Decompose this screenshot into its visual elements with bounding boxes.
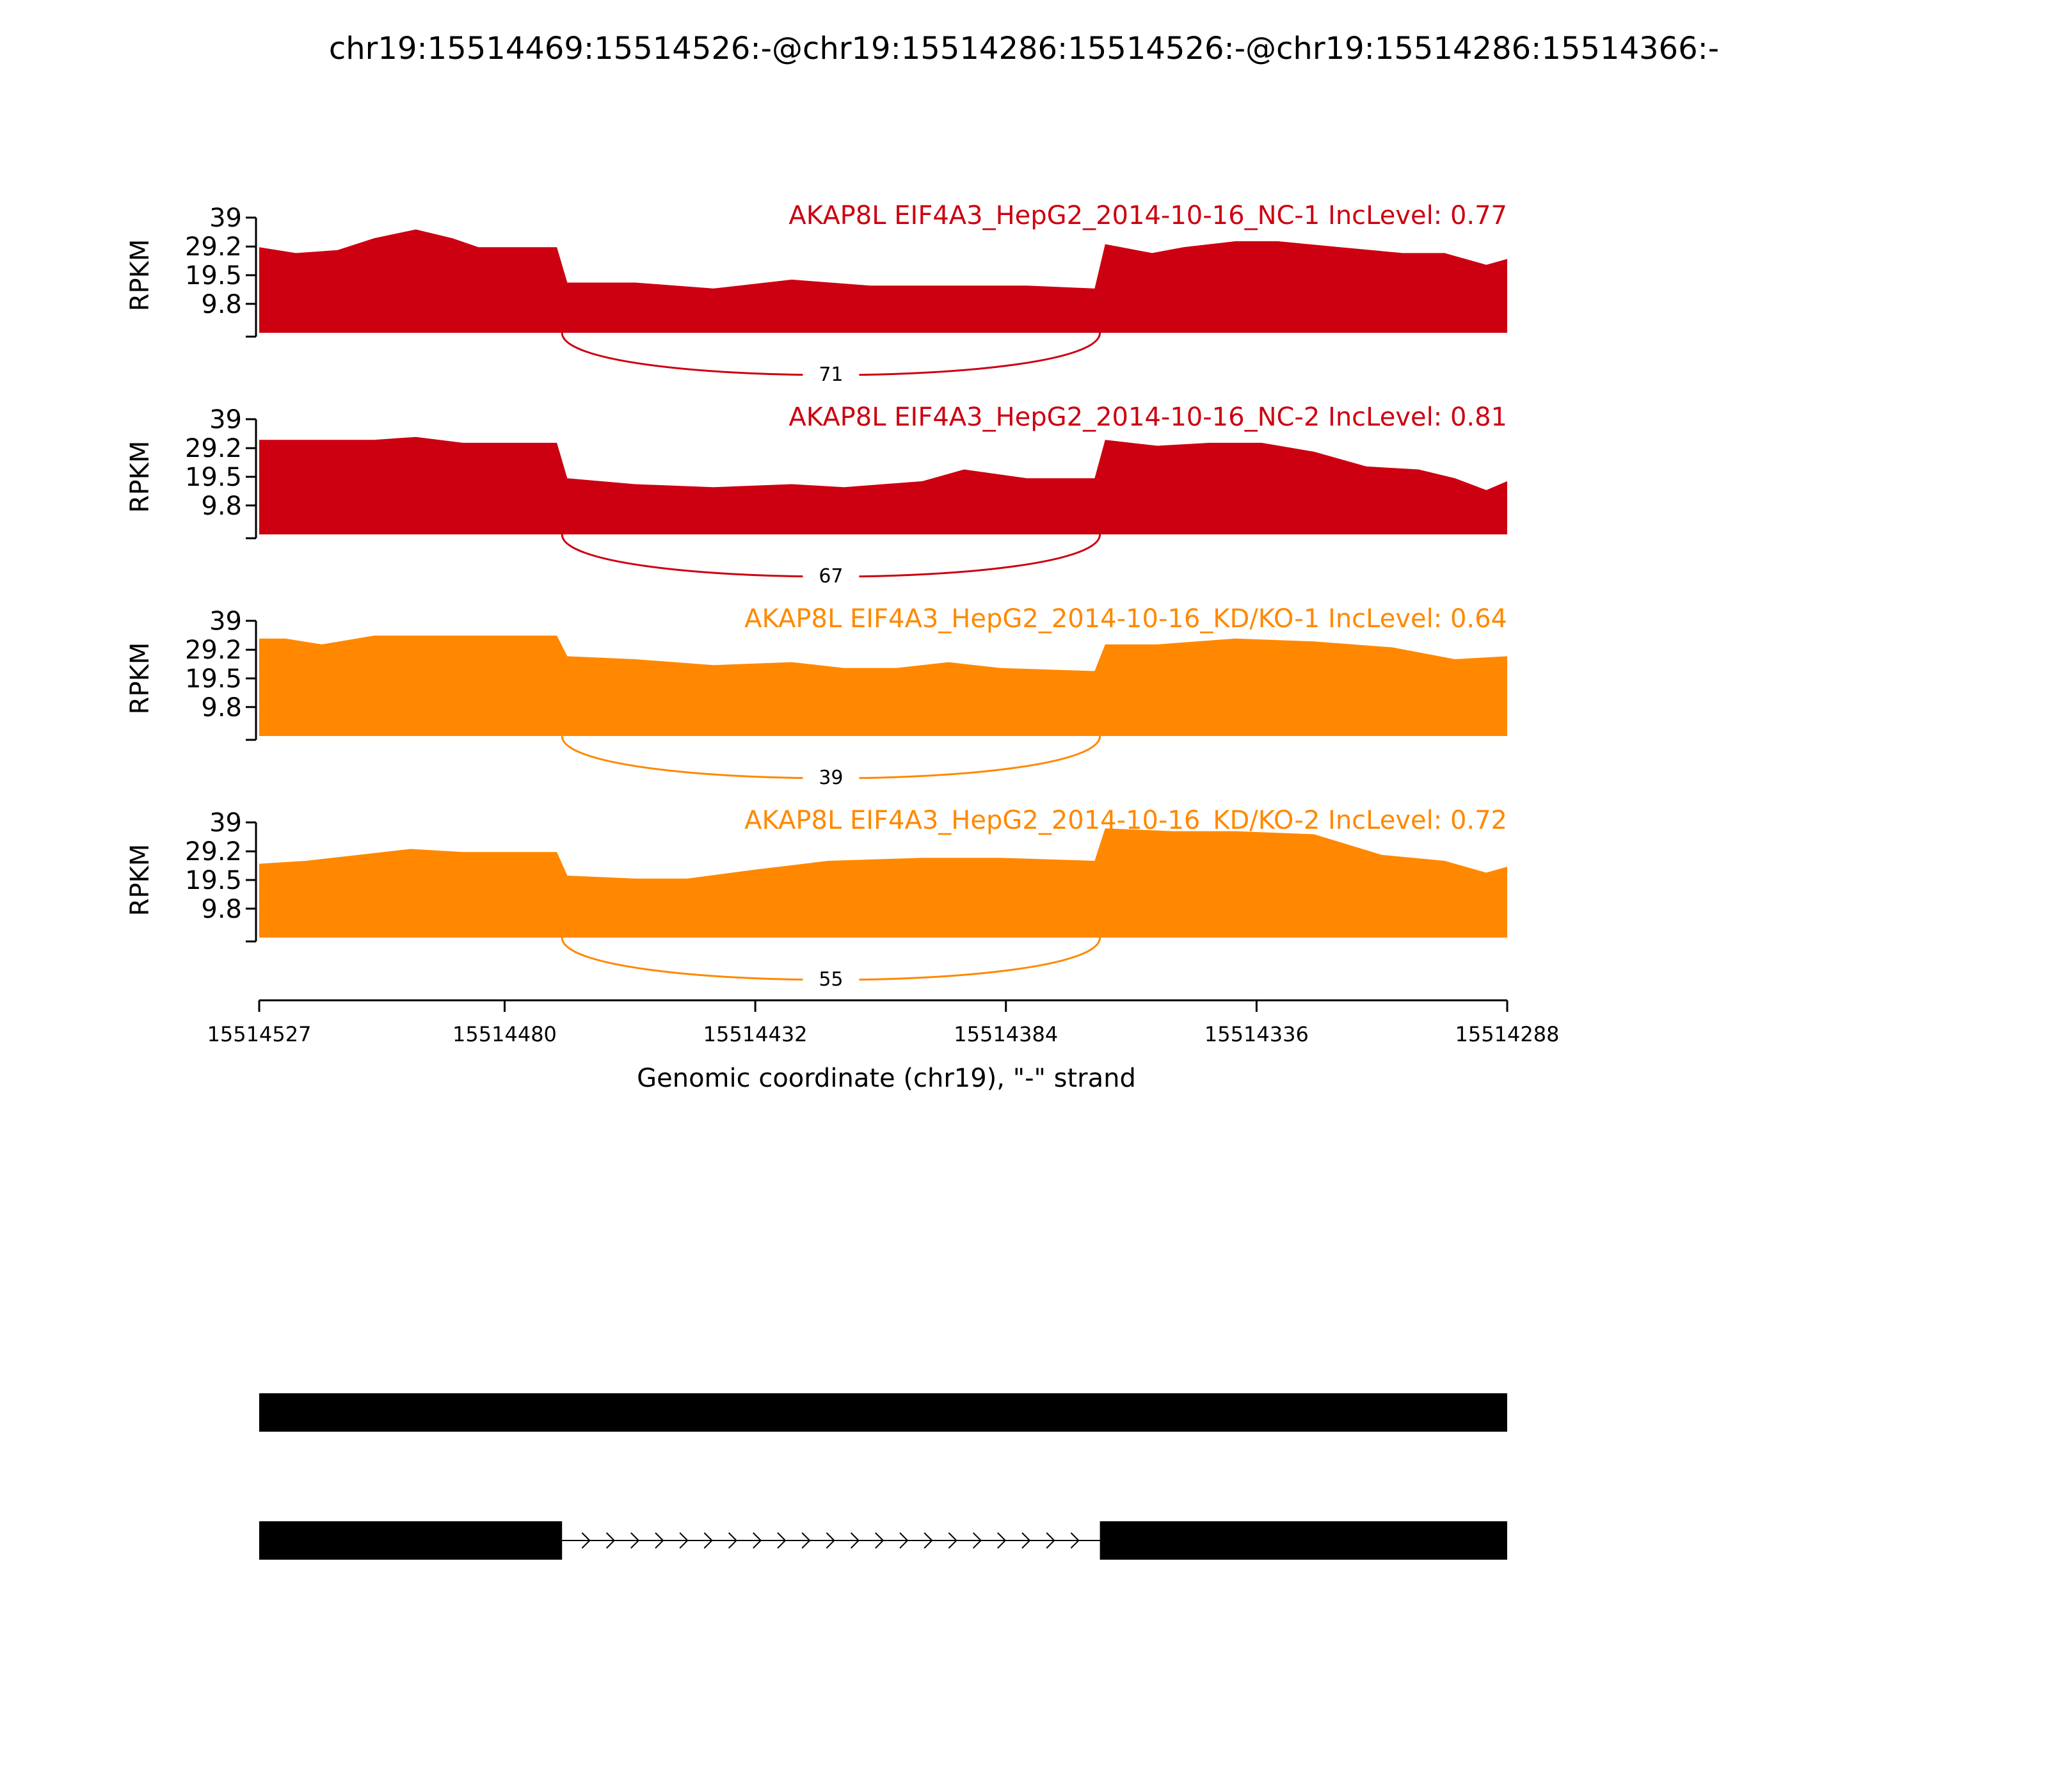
track-label: AKAP8L EIF4A3_HepG2_2014-10-16_NC-1 IncLevel: 0.77 (788, 201, 1507, 230)
y-tick-label: 29.2 (184, 636, 242, 666)
coverage-area-1 (259, 230, 1507, 333)
coverage-area-3 (259, 636, 1507, 736)
y-axis-label: RPKM (125, 440, 155, 513)
coverage-area-4 (259, 828, 1507, 938)
x-tick-label: 15514384 (954, 1022, 1059, 1046)
y-tick-label: 19.5 (184, 866, 242, 895)
x-tick-label: 15514432 (703, 1022, 808, 1046)
exon (259, 1393, 1507, 1432)
track-4 (125, 806, 1507, 991)
x-tick-label: 15514480 (452, 1022, 557, 1046)
coverage-tracks (125, 201, 1507, 991)
y-tick-label: 39 (209, 808, 242, 838)
y-tick-label: 9.8 (201, 692, 242, 723)
coverage-area-2 (259, 437, 1507, 534)
y-tick-label: 19.5 (184, 664, 242, 694)
y-tick-label: 29.2 (184, 232, 242, 262)
figure-title: chr19:15514469:15514526:-@chr19:15514286:15514526:-@chr19:15514286:15514366:- (328, 31, 1720, 67)
track-2 (125, 403, 1507, 588)
junction-count: 55 (819, 968, 844, 991)
junction-count: 71 (819, 364, 844, 386)
y-axis-label: RPKM (125, 642, 155, 715)
y-tick-label: 39 (209, 607, 242, 636)
junction-count: 67 (819, 565, 844, 588)
exon (259, 1521, 562, 1560)
track-3 (125, 604, 1507, 789)
track-label: AKAP8L EIF4A3_HepG2_2014-10-16_KD/KO-1 IncLevel: 0.64 (744, 604, 1507, 634)
y-tick-label: 29.2 (184, 837, 242, 867)
x-axis-label: Genomic coordinate (chr19), "-" strand (637, 1064, 1136, 1093)
gene-structure (259, 1393, 1507, 1560)
x-tick-label: 15514336 (1204, 1022, 1309, 1046)
x-tick-label: 15514288 (1455, 1022, 1560, 1046)
y-tick-label: 19.5 (184, 261, 242, 291)
transcript-2 (259, 1521, 1507, 1560)
y-tick-label: 9.8 (201, 289, 242, 319)
transcript-1 (259, 1393, 1507, 1432)
y-tick-label: 39 (209, 204, 242, 233)
exon (1100, 1521, 1507, 1560)
track-label: AKAP8L EIF4A3_HepG2_2014-10-16_NC-2 IncLevel: 0.81 (788, 403, 1507, 432)
x-axis (207, 1000, 1560, 1046)
track-1 (125, 201, 1507, 386)
x-tick-label: 15514527 (207, 1022, 312, 1046)
y-tick-label: 19.5 (184, 463, 242, 492)
y-tick-label: 39 (209, 405, 242, 435)
y-axis-label: RPKM (125, 844, 155, 916)
y-tick-label: 29.2 (184, 434, 242, 464)
y-tick-label: 9.8 (201, 491, 242, 521)
junction-count: 39 (819, 767, 844, 789)
track-label: AKAP8L EIF4A3_HepG2_2014-10-16_KD/KO-2 IncLevel: 0.72 (744, 806, 1507, 835)
y-tick-label: 9.8 (201, 894, 242, 924)
y-axis-label: RPKM (125, 239, 155, 312)
